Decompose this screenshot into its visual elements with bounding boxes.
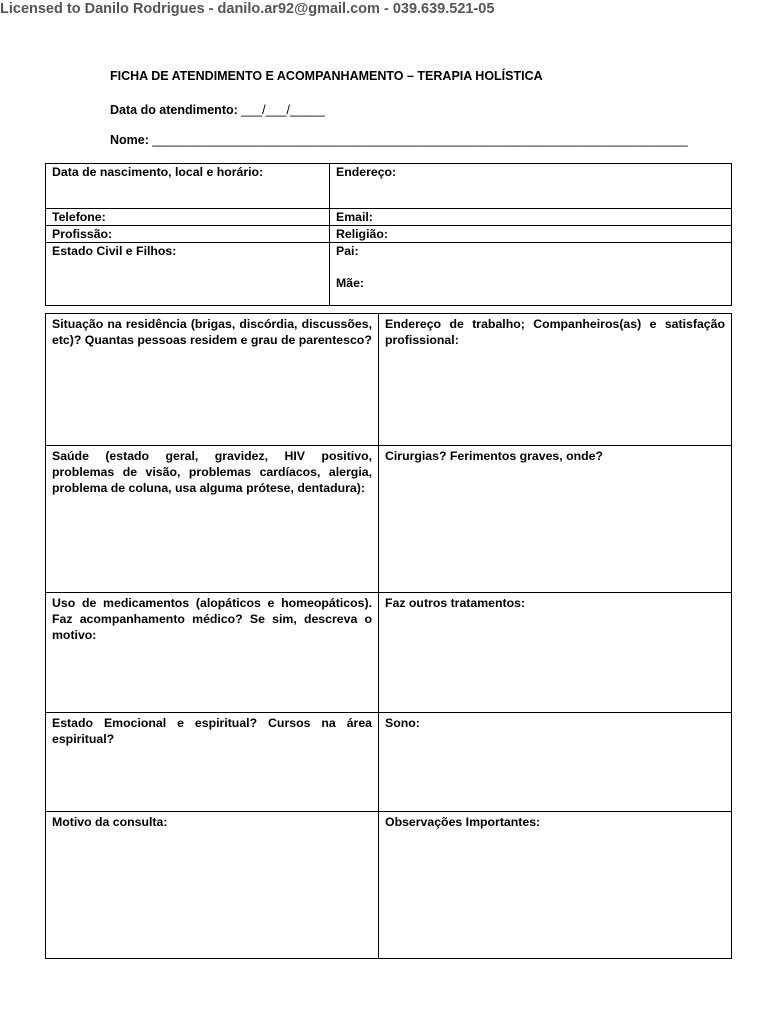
surgery-label: Cirurgias? Ferimentos graves, onde? bbox=[385, 449, 603, 463]
personal-info-table bbox=[45, 163, 732, 306]
sleep-label: Sono: bbox=[385, 716, 420, 730]
residence-label: Situação na residência (brigas, discórdia, discussões, etc)? Quantas pessoas residem e grau de parentesco? bbox=[52, 317, 372, 347]
religion-cell[interactable] bbox=[330, 226, 732, 243]
religion-label: Religião: bbox=[336, 227, 388, 241]
reason-label: Motivo da consulta: bbox=[52, 815, 168, 829]
emotional-label: Estado Emocional e espiritual? Cursos na área espiritual? bbox=[52, 716, 372, 746]
health-label: Saúde (estado geral, gravidez, HIV positivo, problemas de visão, problemas cardíacos, alergia, problema de coluna, usa alguma prótese, dentadura): bbox=[52, 449, 372, 495]
name-label: Nome: bbox=[110, 133, 149, 147]
profession-cell[interactable] bbox=[46, 226, 330, 243]
license-watermark: Licensed to Danilo Rodrigues - danilo.ar92@gmail.com - 039.639.521-05 bbox=[0, 1, 495, 17]
reason-cell[interactable] bbox=[46, 812, 379, 959]
date-label: Data do atendimento: bbox=[110, 103, 238, 117]
email-label: Email: bbox=[336, 210, 373, 224]
email-cell[interactable] bbox=[330, 209, 732, 226]
sleep-cell[interactable] bbox=[379, 713, 732, 812]
anamnesis-table bbox=[45, 313, 732, 959]
medication-cell[interactable] bbox=[46, 593, 379, 713]
date-blank[interactable]: ___/___/_____ bbox=[241, 103, 325, 117]
civil-status-cell[interactable] bbox=[46, 243, 330, 306]
birth-cell[interactable] bbox=[46, 164, 330, 209]
name-field bbox=[110, 133, 688, 147]
mother-label: Mãe: bbox=[336, 276, 365, 290]
residence-cell[interactable] bbox=[46, 314, 379, 446]
profession-label: Profissão: bbox=[52, 227, 113, 241]
health-cell[interactable] bbox=[46, 446, 379, 593]
date-field bbox=[110, 103, 325, 117]
notes-cell[interactable] bbox=[379, 812, 732, 959]
notes-label: Observações Importantes: bbox=[385, 815, 541, 829]
birth-label: Data de nascimento, local e horário: bbox=[52, 165, 264, 179]
medication-label: Uso de medicamentos (alopáticos e homeopáticos). Faz acompanhamento médico? Se sim, descreva o motivo: bbox=[52, 596, 372, 642]
work-label: Endereço de trabalho; Companheiros(as) e satisfação profissional: bbox=[385, 317, 725, 347]
treatments-cell[interactable] bbox=[379, 593, 732, 713]
document-title: FICHA DE ATENDIMENTO E ACOMPANHAMENTO – TERAPIA HOLÍSTICA bbox=[110, 69, 543, 83]
treatments-label: Faz outros tratamentos: bbox=[385, 596, 526, 610]
emotional-cell[interactable] bbox=[46, 713, 379, 812]
surgery-cell[interactable] bbox=[379, 446, 732, 593]
civil-status-label: Estado Civil e Filhos: bbox=[52, 244, 177, 258]
phone-cell[interactable] bbox=[46, 209, 330, 226]
work-cell[interactable] bbox=[379, 314, 732, 446]
name-blank[interactable]: _____________________________________________________________________________ bbox=[152, 133, 688, 147]
phone-label: Telefone: bbox=[52, 210, 106, 224]
address-cell[interactable] bbox=[330, 164, 732, 209]
father-label: Pai: bbox=[336, 244, 359, 258]
parents-cell[interactable] bbox=[330, 243, 732, 306]
address-label: Endereço: bbox=[336, 165, 397, 179]
